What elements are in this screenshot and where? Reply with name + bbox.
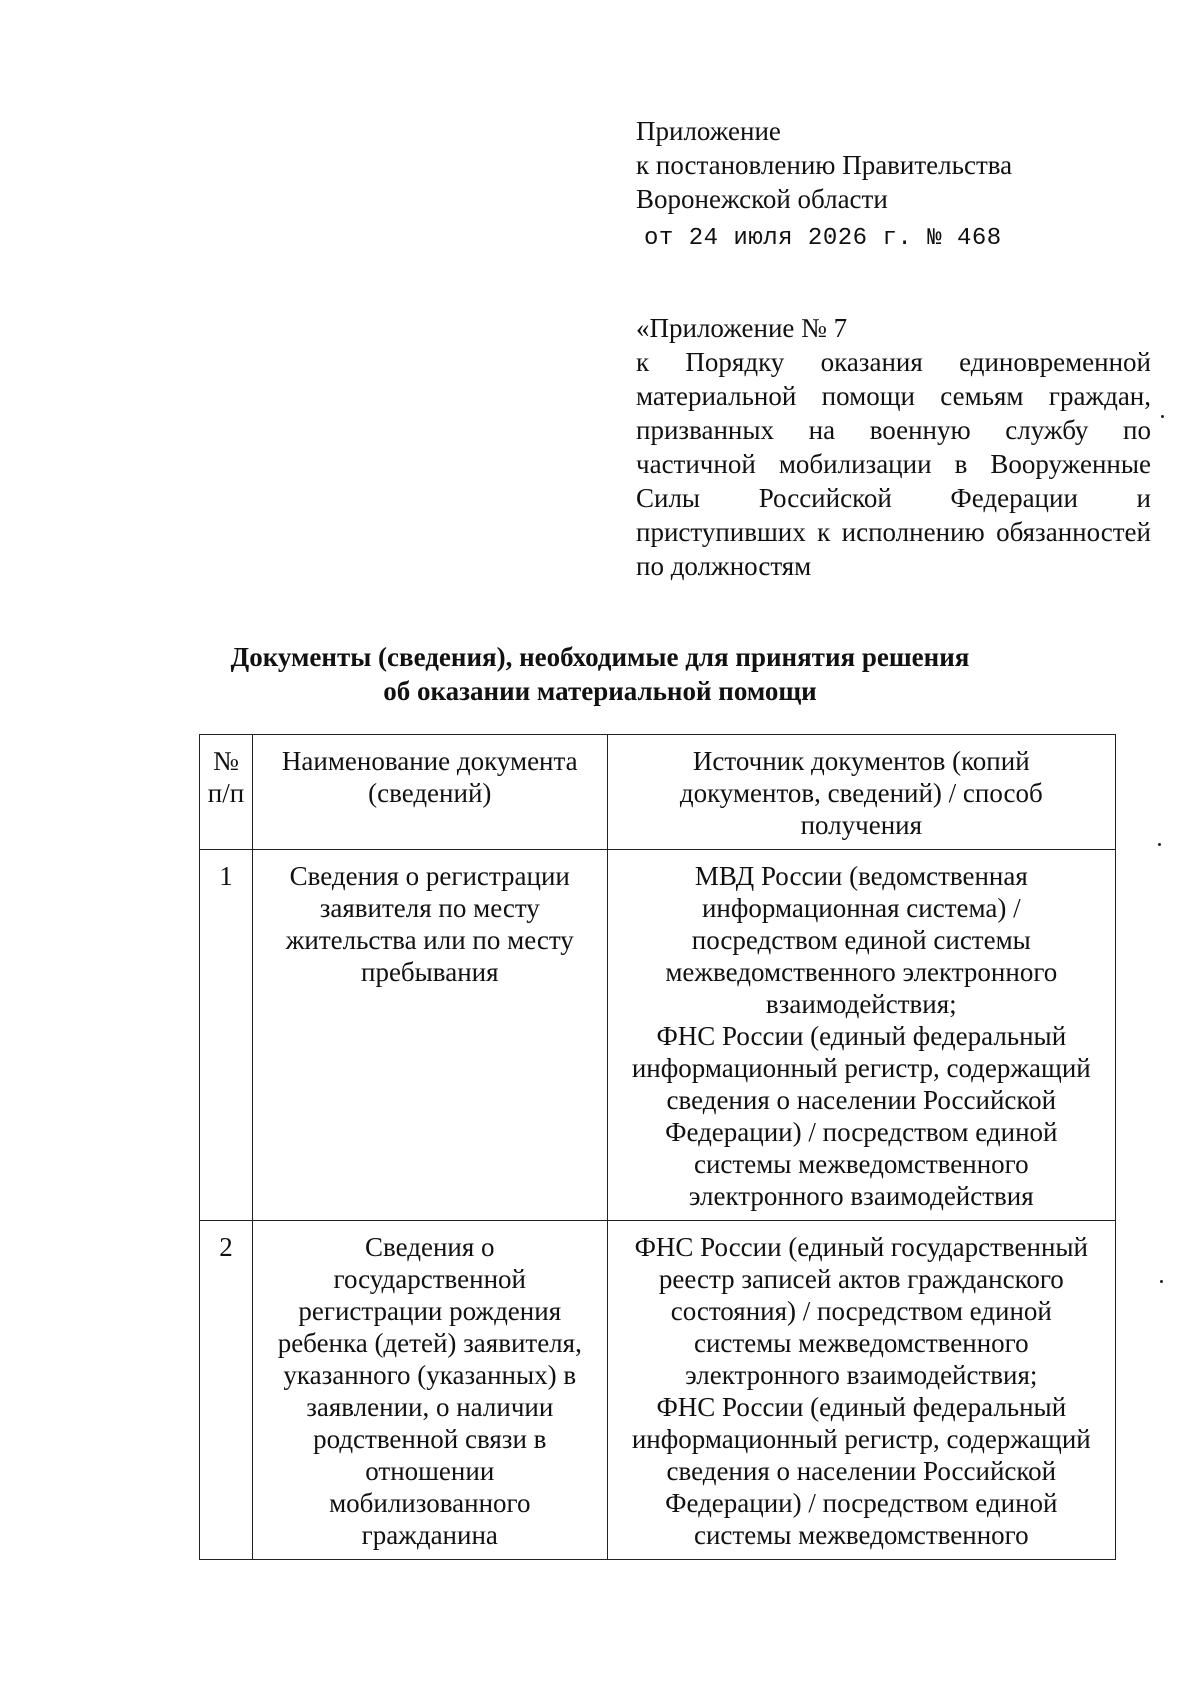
table-header-row xyxy=(200,735,1116,850)
row-document-name: Сведения о регистрации заявителя по месту жительства или по месту пребывания xyxy=(252,850,607,1221)
header-line-3: Воронежской области xyxy=(636,184,888,214)
header-num: № п/п xyxy=(200,735,253,850)
header-line-2: к постановлению Правительства xyxy=(636,150,1013,180)
document-title-line-1: Документы (сведения), необходимые для принятия решения xyxy=(230,642,970,672)
header-source: Источник документов (копий документов, сведений) / способ получения xyxy=(607,735,1115,850)
row-source: ФНС России (единый государственный реестр записей актов гражданского состояния) / посредством единой системы межведомственного электронного взаимодействия; ФНС России (единый федеральный информационный регистр, содержащий сведения о населении Российской Федерации) / посредством единой системы межведомственного xyxy=(607,1221,1115,1560)
documents-table xyxy=(199,734,1116,1560)
scan-speck xyxy=(1161,415,1164,418)
document-title xyxy=(160,640,1040,708)
row-source: МВД России (ведомственная информационная система) / посредством единой системы межведомственного электронного взаимодействия; ФНС России (единый федеральный информационный регистр, содержащий сведения о населении Российской Федерации) / посредством единой системы межведомственного электронного взаимодействия xyxy=(607,850,1115,1221)
header-line-1: Приложение xyxy=(636,116,781,146)
row-num: 1 xyxy=(200,850,253,1221)
annex-body: к Порядку оказания единовременной материальной помощи семьям граждан, призванных на военную службу по частичной мобилизации в Вооруженные Силы Российской Федерации и приступивших к исполнению обязанностей по должностям xyxy=(636,347,1151,581)
row-document-name: Сведения о государственной регистрации рождения ребенка (детей) заявителя, указанного (указанных) в заявлении, о наличии родственной связи в отношении мобилизованного гражданина xyxy=(252,1221,607,1560)
table-row xyxy=(200,850,1116,1221)
annex-title: «Приложение № 7 xyxy=(636,313,848,343)
header-date-line: от 24 июля 2026 г. № 468 xyxy=(644,225,1002,252)
approval-header xyxy=(636,114,1156,256)
annex-reference xyxy=(636,311,1151,583)
row-num: 2 xyxy=(200,1221,253,1560)
header-document-name: Наименование документа (сведений) xyxy=(252,735,607,850)
table-row xyxy=(200,1221,1116,1560)
document-title-line-2: об оказании материальной помощи xyxy=(383,676,817,706)
scan-speck xyxy=(1158,843,1161,846)
scan-speck xyxy=(1160,1280,1163,1283)
